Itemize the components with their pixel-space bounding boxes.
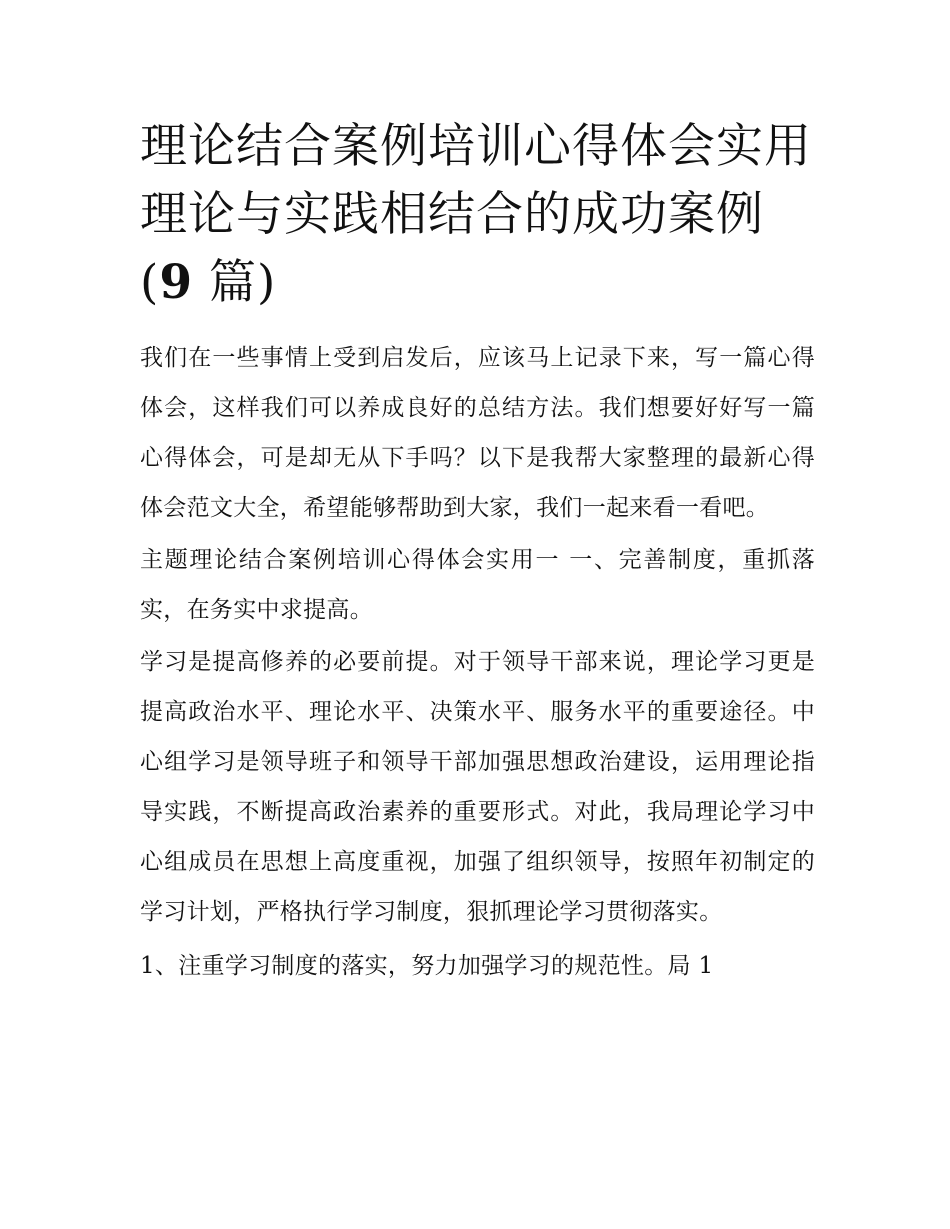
document-title [140,113,815,317]
paragraph-study: 学习是提高修养的必要前提。对于领导干部来说，理论学习更是提高政治水平、理论水平、决策水平、服务水平的重要途径。中心组学习是领导班子和领导干部加强思想政治建设，运用理论指导实践，不断提高政治素养的重要形式。对此，我局理论学习中心组成员在思想上高度重视，加强了组织领导，按照年初制定的学习计划，严格执行学习制度，狠抓理论学习贯彻落实。 [140,649,815,925]
paragraph-point-1: 1、注重学习制度的落实，努力加强学习的规范性。局 1 [140,953,714,979]
paragraph-list [140,333,815,991]
title-text-part2: 篇) [193,255,277,310]
paragraph-intro: 我们在一些事情上受到启发后，应该马上记录下来，写一篇心得体会，这样我们可以养成良好的总结方法。我们想要好好写一篇心得体会，可是却无从下手吗？以下是我帮大家整理的最新心得体会范文大全，希望能够帮助到大家，我们一起来看一看吧。 [140,345,815,521]
document-body [140,113,815,991]
title-number: 9 [159,255,194,310]
title-text-part1: 理论结合案例培训心得体会实用 理论与实践相结合的成功案例( [140,119,812,310]
paragraph-topic-heading: 主题理论结合案例培训心得体会实用一 一、完善制度，重抓落实，在务实中求提高。 [140,547,815,623]
